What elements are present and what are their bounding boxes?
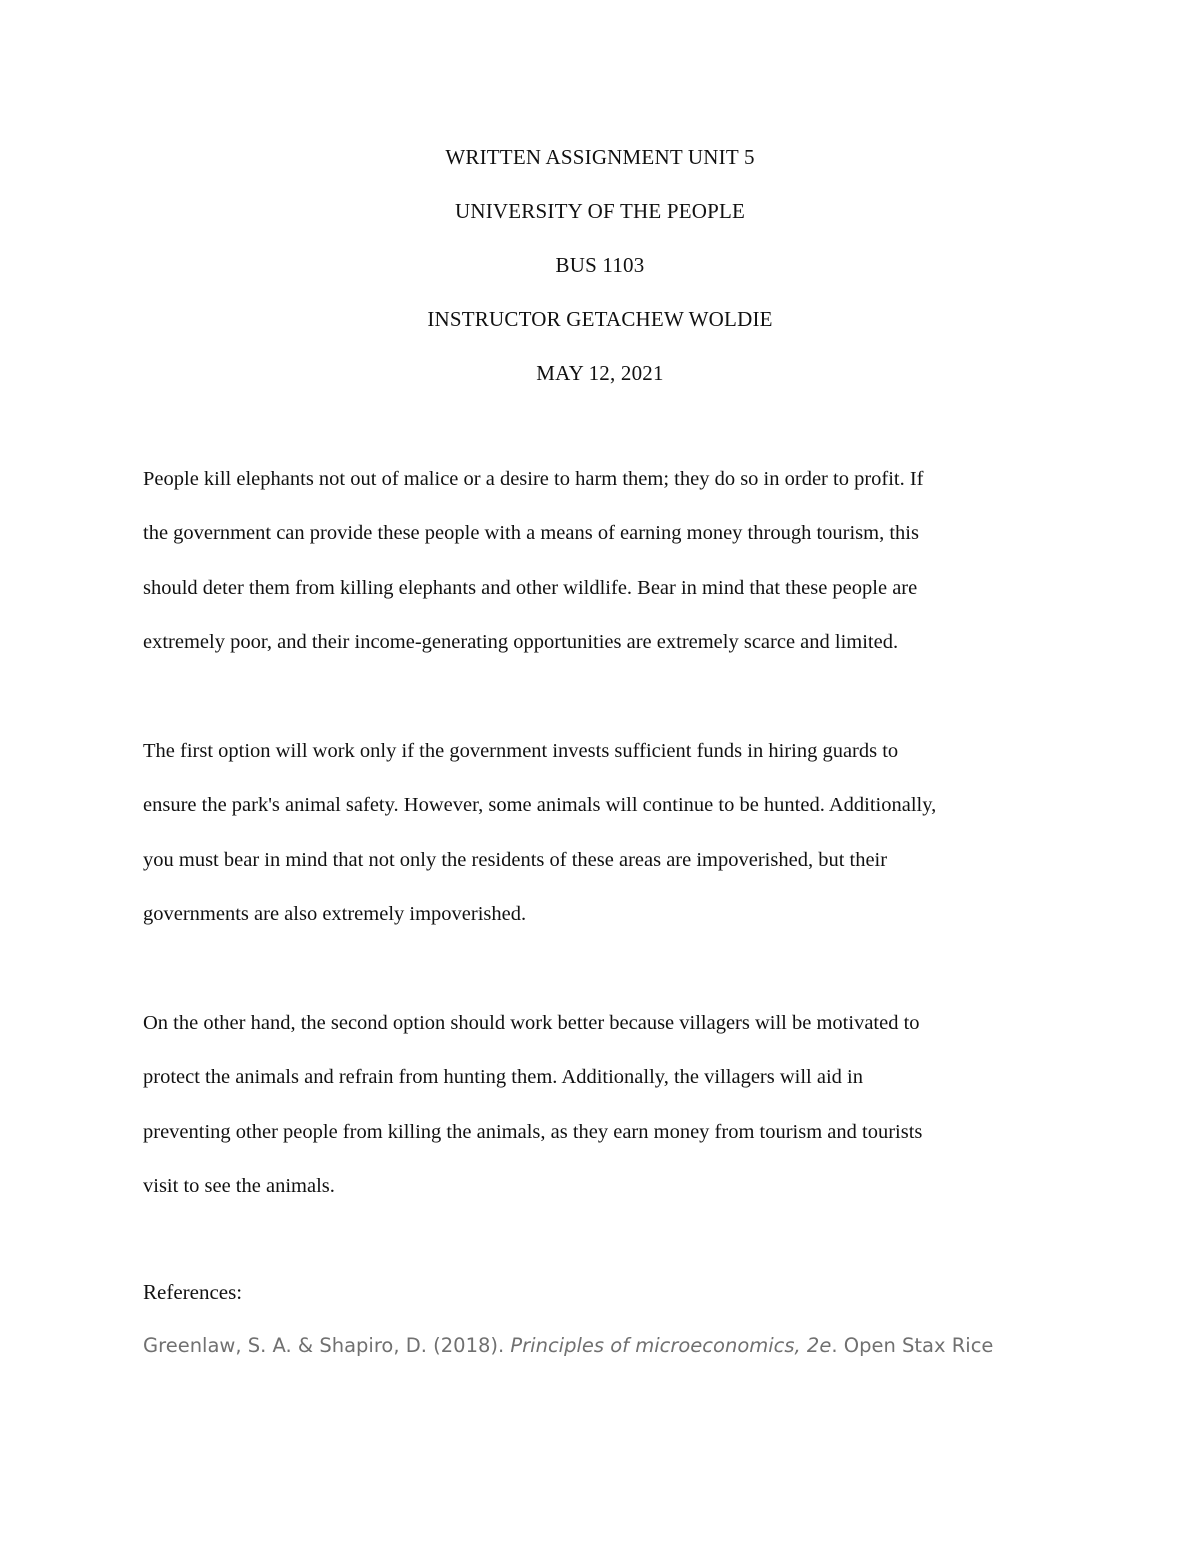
assignment-date: MAY 12, 2021 bbox=[536, 361, 664, 385]
paragraph-line: governments are also extremely impoverished. bbox=[143, 902, 527, 925]
paragraph-2 bbox=[143, 724, 1073, 941]
reference-title: Principles of microeconomics, 2e bbox=[510, 1334, 832, 1357]
paragraph-line: protect the animals and refrain from hunting them. Additionally, the villagers will aid in bbox=[143, 1066, 863, 1089]
paragraph-line: The first option will work only if the government invests sufficient funds in hiring guards to bbox=[143, 740, 899, 762]
reference-authors: Greenlaw, S. A. & Shapiro, D. (2018). bbox=[143, 1334, 511, 1357]
course-code: BUS 1103 bbox=[555, 253, 645, 277]
paragraph-line: ensure the park's animal safety. However, some animals will continue to be hunted. Additionally, bbox=[143, 794, 937, 817]
paragraph-line: the government can provide these people with a means of earning money through tourism, this bbox=[143, 522, 919, 545]
university-name: UNIVERSITY OF THE PEOPLE bbox=[454, 199, 746, 223]
reference-entry bbox=[143, 1332, 993, 1360]
assignment-title: WRITTEN ASSIGNMENT UNIT 5 bbox=[445, 145, 755, 169]
paragraph-3 bbox=[143, 996, 1073, 1213]
paragraph-line: People kill elephants not out of malice or a desire to harm them; they do so in order to profit. If bbox=[143, 468, 924, 490]
paragraph-line: preventing other people from killing the animals, as they earn money from tourism and tourists bbox=[143, 1120, 923, 1143]
paragraph-line: On the other hand, the second option should work better because villagers will be motivated to bbox=[143, 1012, 920, 1034]
paragraph-line: visit to see the animals. bbox=[143, 1174, 335, 1197]
instructor-name: INSTRUCTOR GETACHEW WOLDIE bbox=[427, 307, 773, 331]
paragraph-line: extremely poor, and their income-generating opportunities are extremely scarce and limited. bbox=[143, 630, 899, 653]
references-heading: References: bbox=[143, 1280, 243, 1304]
paragraph-1 bbox=[143, 452, 1073, 669]
paragraph-line: you must bear in mind that not only the residents of these areas are impoverished, but their bbox=[143, 848, 888, 871]
paragraph-line: should deter them from killing elephants and other wildlife. Bear in mind that these people are bbox=[143, 576, 918, 599]
reference-publisher: . Open Stax Rice bbox=[831, 1334, 994, 1357]
